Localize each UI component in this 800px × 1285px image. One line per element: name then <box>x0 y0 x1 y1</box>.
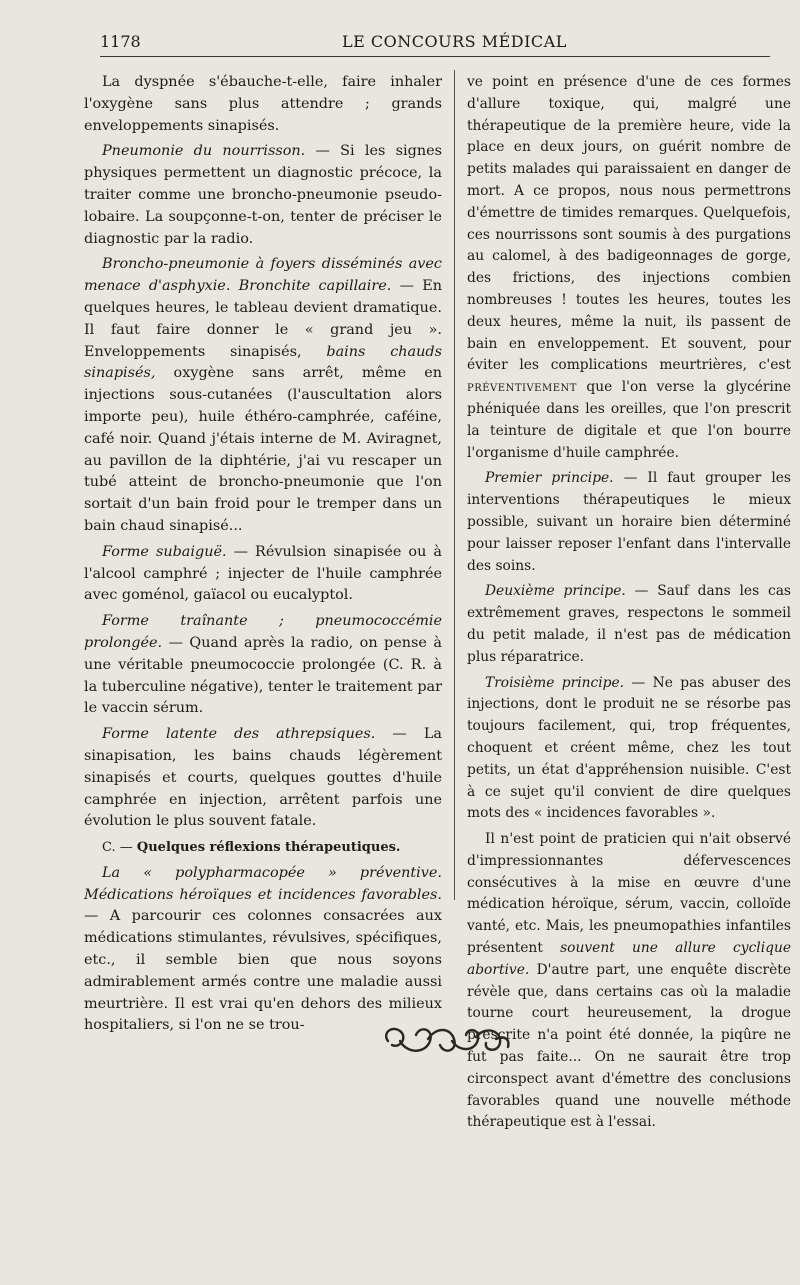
paragraph: Deuxième principe. — Sauf dans les cas extrêmement graves, respectons le sommeil du petit malade, il n'est pas de médication plus réparatrice. <box>467 583 791 665</box>
paragraph: Broncho-pneumonie à foyers disséminés avec menace d'asphyxie. Bronchite capillaire. — En quelques heures, le tableau devient dramatique. Il faut faire donner le « grand jeu ». Enveloppements sinapisés, bains chauds sinapisés, oxygène sans arrêt, même en injections sous-cutanées (l'auscultation alors importe peu), huile éthéro-camphrée, caféine, café noir. Quand j'étais interne de M. Aviragnet, au pavillon de la diphtérie, j'ai vu rescaper un tubé atteint de broncho-pneumonie que l'on sortait d'un bain froid pour le tremper dans un bain chaud sinapisé... <box>84 256 442 534</box>
paragraph: La dyspnée s'ébauche-t-elle, faire inhaler l'oxygène sans plus attendre ; grands enveloppements sinapisés. <box>84 74 442 134</box>
left-column <box>84 72 442 1041</box>
section-heading: C. — Quelques réflexions thérapeutiques. <box>102 840 401 856</box>
paragraph: La « polypharmacopée » préventive. Médications héroïques et incidences favorables. — A parcourir ces colonnes consacrées aux médications stimulantes, révulsives, spécifiques, etc., il semble bien que nous soyons admirablement armés contre une maladie aussi meurtrière. Il est vrai qu'en dehors des milieux hospitaliers, si l'on ne se trou- <box>84 864 442 1034</box>
paragraph: Il n'est point de praticien qui n'ait observé d'impressionnantes défervescences consécutives à la mise en œuvre d'une médication héroïque, sérum, vaccin, colloïde vanté, etc. Mais, les pneumopathies infantiles présentent souvent une allure cyclique abortive. D'autre part, une enquête discrète révèle que, dans certains cas où la maladie tourne court heureusement, la drogue prescrite n'a point été donnée, la piqûre ne fut pas faite... On ne saurait être trop circonspect avant d'émettre des conclusions favorables quand une nouvelle méthode thérapeutique est à l'essai. <box>467 831 791 1131</box>
running-title: LE CONCOURS MÉDICAL <box>342 32 567 51</box>
paragraph: Troisième principe. — Ne pas abuser des injections, dont le produit ne se résorbe pas toujours facilement, qui, trop fréquentes, choquent et créent même, chez les tout petits, un état d'appréhension nuisible. C'est à ce sujet qu'il convient de dire quelques mots des « incidences favorables ». <box>467 674 791 822</box>
paragraph: Forme latente des athrepsiques. — La sinapisation, les bains chauds légèrement sinapisés et courts, quelques gouttes d'huile camphrée en injection, arrêtent parfois une évolution le plus souvent fatale. <box>84 726 442 830</box>
paragraph: Premier principe. — Il faut grouper les interventions thérapeutiques le mieux possible, suivant un horaire bien déterminé pour laisser reposer l'enfant dans l'intervalle des soins. <box>467 470 791 574</box>
paragraph: ve point en présence d'une de ces formes d'allure toxique, qui, malgré une thérapeutique de la première heure, vide la place en deux jours, on guérit nombre de petits malades qui paraissaient en danger de mort. A ce propos, nous nous permettrons d'émettre de timides remarques. Quelquefois, ces nourrissons sont soumis à des purgations au calomel, à des badigeonnages de gorge, des frictions, des injections combien nombreuses ! toutes les heures, toutes les deux heures, même la nuit, ils passent de bain en enveloppement. Et souvent, pour éviter les complications meurtrières, c'est préventivement que l'on verse la glycérine phéniquée dans les oreilles, que l'on prescrit la teinture de digitale et que l'on bourre l'organisme d'huile camphrée. <box>467 74 791 461</box>
page-header <box>100 30 770 57</box>
fleuron-ornament-icon <box>378 1017 518 1063</box>
paragraph: Pneumonie du nourrisson. — Si les signes physiques permettent un diagnostic précoce, la traiter comme une broncho-pneumonie pseudo-lobaire. La soupçonne-t-on, tenter de préciser le diagnostic par la radio. <box>84 143 442 247</box>
column-divider <box>454 70 455 900</box>
page-number: 1178 <box>100 32 141 51</box>
paragraph: Forme subaiguë. — Révulsion sinapisée ou à l'alcool camphré ; injecter de l'huile camphrée avec goménol, gaïacol ou eucalyptol. <box>84 543 442 604</box>
right-column <box>467 72 791 1138</box>
paragraph: Forme traînante ; pneumococcémie prolongée. — Quand après la radio, on pense à une véritable pneumococcie prolongée (C. R. à la tuberculine négative), tenter le traitement par le vaccin sérum. <box>84 613 442 717</box>
